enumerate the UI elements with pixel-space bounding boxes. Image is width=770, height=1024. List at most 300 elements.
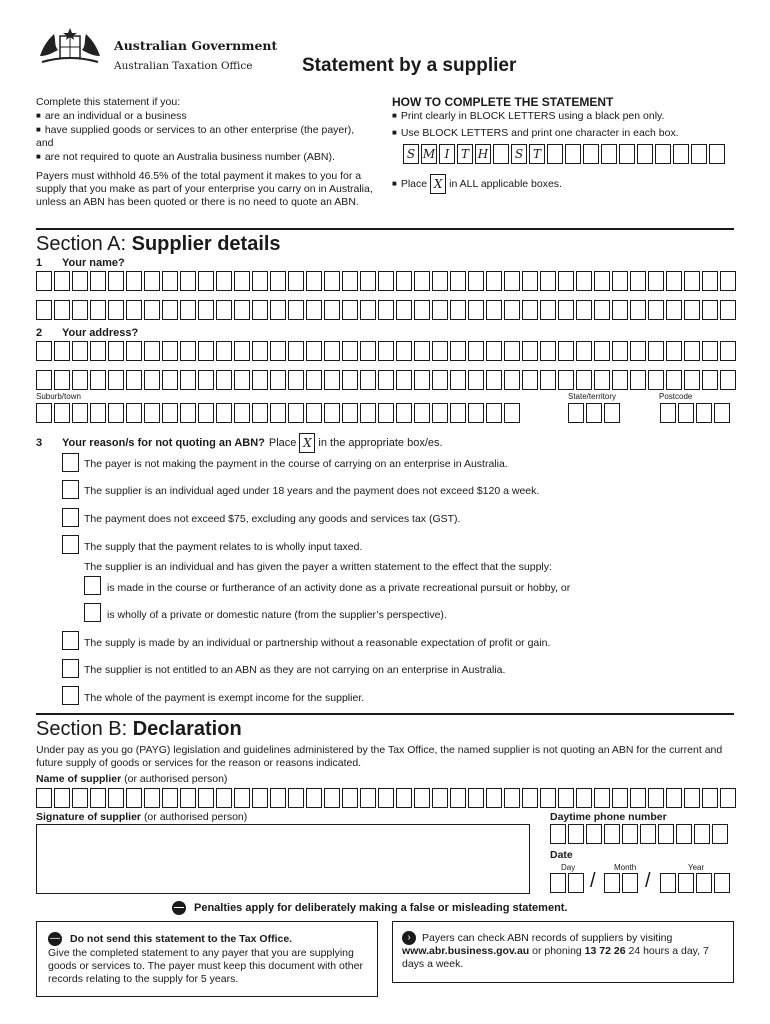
char-box[interactable]	[504, 370, 520, 390]
example-letter-boxes	[403, 144, 725, 164]
char-box[interactable]	[676, 824, 692, 844]
state-boxes[interactable]	[568, 403, 620, 423]
char-box[interactable]	[180, 341, 196, 361]
char-box[interactable]	[72, 271, 88, 291]
q3-text: Your reason/s for not quoting an ABN?	[62, 437, 265, 449]
char-box[interactable]	[360, 403, 376, 423]
government-name: Australian Government	[114, 38, 278, 53]
char-box[interactable]	[360, 271, 376, 291]
char-box[interactable]	[144, 403, 160, 423]
char-box[interactable]	[612, 370, 628, 390]
char-box[interactable]	[568, 873, 584, 893]
declaration-text: Under pay as you go (PAYG) legislation and guidelines administered by the Tax Office, the named supplier is not quoting an ABN for the current and future supply of goods or services for the reason or reasons indicated.	[36, 744, 723, 769]
char-box[interactable]	[504, 403, 520, 423]
char-box[interactable]	[414, 271, 430, 291]
char-box[interactable]	[648, 300, 664, 320]
char-box[interactable]	[702, 300, 718, 320]
char-box[interactable]	[198, 300, 214, 320]
char-box[interactable]	[234, 788, 250, 808]
intro-bullet: ■ are an individual or a business	[36, 110, 376, 123]
char-box[interactable]	[126, 341, 142, 361]
char-box[interactable]	[396, 271, 412, 291]
char-box[interactable]	[604, 824, 620, 844]
sig-hint: (or authorised person)	[143, 811, 248, 823]
section-divider	[36, 713, 734, 715]
char-box[interactable]	[36, 300, 52, 320]
char-box[interactable]	[522, 341, 538, 361]
char-box[interactable]	[36, 788, 52, 808]
char-box[interactable]	[714, 403, 730, 423]
char-box[interactable]	[468, 370, 484, 390]
name-line-2[interactable]	[36, 300, 736, 320]
char-box[interactable]	[432, 341, 448, 361]
state-label: State/territory	[568, 392, 617, 401]
char-box[interactable]	[54, 370, 70, 390]
char-box[interactable]	[568, 824, 584, 844]
char-box[interactable]	[90, 341, 106, 361]
char-box[interactable]	[666, 271, 682, 291]
char-box[interactable]	[324, 271, 340, 291]
char-box[interactable]	[522, 370, 538, 390]
char-box[interactable]	[468, 788, 484, 808]
char-box[interactable]	[90, 271, 106, 291]
char-box[interactable]	[378, 300, 394, 320]
how-to-bullet: ■ Print clearly in BLOCK LETTERS using a black pen only.	[392, 110, 664, 123]
char-box[interactable]	[622, 824, 638, 844]
char-box[interactable]	[586, 824, 602, 844]
char-box[interactable]	[216, 788, 232, 808]
example-letter-box: H	[475, 144, 491, 164]
char-box[interactable]	[72, 300, 88, 320]
char-box[interactable]	[288, 370, 304, 390]
example-letter-box	[655, 144, 671, 164]
example-letter-box: S	[403, 144, 419, 164]
char-box[interactable]	[468, 341, 484, 361]
char-box[interactable]	[144, 341, 160, 361]
char-box[interactable]	[216, 370, 232, 390]
char-box[interactable]	[720, 300, 736, 320]
char-box[interactable]	[666, 300, 682, 320]
char-box[interactable]	[720, 271, 736, 291]
char-box[interactable]	[252, 300, 268, 320]
char-box[interactable]	[198, 403, 214, 423]
char-box[interactable]	[576, 341, 592, 361]
char-box[interactable]	[612, 271, 628, 291]
intro-lead: Complete this statement if you:	[36, 96, 181, 108]
char-box[interactable]	[550, 824, 566, 844]
char-box[interactable]	[288, 788, 304, 808]
char-box[interactable]	[486, 370, 502, 390]
char-box[interactable]	[234, 370, 250, 390]
reason-checkbox[interactable]	[62, 631, 79, 650]
char-box[interactable]	[90, 788, 106, 808]
char-box[interactable]	[252, 341, 268, 361]
char-box[interactable]	[36, 370, 52, 390]
char-box[interactable]	[648, 788, 664, 808]
char-box[interactable]	[504, 788, 520, 808]
char-box[interactable]	[630, 271, 646, 291]
char-box[interactable]	[144, 271, 160, 291]
char-box[interactable]	[648, 341, 664, 361]
char-box[interactable]	[558, 271, 574, 291]
char-box[interactable]	[594, 300, 610, 320]
char-box[interactable]	[660, 873, 676, 893]
char-box[interactable]	[162, 403, 178, 423]
do-not-send-text: Give the completed statement to any payer that you are supplying goods or services to. The payer must keep this document with other records relating to the supply for 5 years.	[48, 947, 363, 985]
char-box[interactable]	[432, 300, 448, 320]
char-box[interactable]	[396, 370, 412, 390]
address-line-1[interactable]	[36, 341, 736, 361]
char-box[interactable]	[72, 403, 88, 423]
reason-checkbox[interactable]	[62, 686, 79, 705]
char-box[interactable]	[126, 271, 142, 291]
char-box[interactable]	[540, 788, 556, 808]
char-box[interactable]	[414, 370, 430, 390]
char-box[interactable]	[396, 788, 412, 808]
char-box[interactable]	[126, 403, 142, 423]
char-box[interactable]	[450, 300, 466, 320]
postcode-boxes[interactable]	[660, 403, 730, 423]
char-box[interactable]	[702, 370, 718, 390]
char-box[interactable]	[162, 788, 178, 808]
char-box[interactable]	[162, 341, 178, 361]
reason-text: The supplier is an individual and has given the payer a written statement to the effect that the supply:	[84, 561, 552, 573]
char-box[interactable]	[360, 341, 376, 361]
char-box[interactable]	[216, 300, 232, 320]
char-box[interactable]	[270, 341, 286, 361]
section-divider	[36, 228, 734, 230]
char-box[interactable]	[216, 271, 232, 291]
char-box[interactable]	[468, 403, 484, 423]
char-box[interactable]	[252, 271, 268, 291]
char-box[interactable]	[540, 271, 556, 291]
char-box[interactable]	[252, 788, 268, 808]
name-line-1[interactable]	[36, 271, 736, 291]
char-box[interactable]	[234, 300, 250, 320]
char-box[interactable]	[432, 788, 448, 808]
char-box[interactable]	[432, 403, 448, 423]
char-box[interactable]	[324, 341, 340, 361]
char-box[interactable]	[342, 403, 358, 423]
char-box[interactable]	[576, 271, 592, 291]
char-box[interactable]	[696, 873, 712, 893]
char-box[interactable]	[558, 300, 574, 320]
char-box[interactable]	[450, 403, 466, 423]
char-box[interactable]	[378, 370, 394, 390]
reason-text: The payer is not making the payment in the course of carrying on an enterprise in Australia.	[84, 458, 508, 470]
char-box[interactable]	[126, 788, 142, 808]
reason-sub-checkbox[interactable]	[84, 576, 101, 595]
char-box[interactable]	[324, 403, 340, 423]
char-box[interactable]	[468, 271, 484, 291]
char-box[interactable]	[198, 341, 214, 361]
char-box[interactable]	[684, 788, 700, 808]
char-box[interactable]	[630, 788, 646, 808]
char-box[interactable]	[576, 300, 592, 320]
char-box[interactable]	[324, 300, 340, 320]
abr-link[interactable]: www.abr.business.gov.au	[402, 945, 530, 957]
signature-box[interactable]	[36, 824, 530, 894]
char-box[interactable]	[306, 403, 322, 423]
char-box[interactable]	[108, 341, 124, 361]
char-box[interactable]	[270, 300, 286, 320]
char-box[interactable]	[144, 370, 160, 390]
char-box[interactable]	[550, 873, 566, 893]
char-box[interactable]	[720, 788, 736, 808]
char-box[interactable]	[108, 300, 124, 320]
char-box[interactable]	[54, 300, 70, 320]
char-box[interactable]	[414, 788, 430, 808]
char-box[interactable]	[450, 788, 466, 808]
reason-sub-checkbox[interactable]	[84, 603, 101, 622]
char-box[interactable]	[360, 300, 376, 320]
phone-boxes[interactable]	[550, 824, 728, 844]
char-box[interactable]	[306, 341, 322, 361]
char-box[interactable]	[198, 370, 214, 390]
reason-text: The supply is made by an individual or partnership without a reasonable expectation of profit or gain.	[84, 637, 551, 649]
reason-checkbox[interactable]	[62, 480, 79, 499]
supplier-name-boxes[interactable]	[36, 788, 736, 808]
char-box[interactable]	[198, 788, 214, 808]
char-box[interactable]	[684, 370, 700, 390]
char-box[interactable]	[198, 271, 214, 291]
char-box[interactable]	[702, 341, 718, 361]
char-box[interactable]	[108, 788, 124, 808]
char-box[interactable]	[432, 370, 448, 390]
char-box[interactable]	[486, 403, 502, 423]
char-box[interactable]	[432, 271, 448, 291]
char-box[interactable]	[108, 370, 124, 390]
char-box[interactable]	[586, 403, 602, 423]
char-box[interactable]	[684, 300, 700, 320]
example-letter-box	[583, 144, 599, 164]
char-box[interactable]	[54, 788, 70, 808]
char-box[interactable]	[450, 370, 466, 390]
char-box[interactable]	[72, 370, 88, 390]
char-box[interactable]	[234, 271, 250, 291]
char-box[interactable]	[522, 300, 538, 320]
char-box[interactable]	[522, 271, 538, 291]
char-box[interactable]	[504, 300, 520, 320]
char-box[interactable]	[54, 271, 70, 291]
char-box[interactable]	[486, 300, 502, 320]
penalty-text: Penalties apply for deliberately making a false or misleading statement.	[194, 902, 568, 914]
char-box[interactable]	[270, 788, 286, 808]
char-box[interactable]	[270, 370, 286, 390]
char-box[interactable]	[414, 341, 430, 361]
char-box[interactable]	[612, 788, 628, 808]
char-box[interactable]	[712, 824, 728, 844]
char-box[interactable]	[144, 300, 160, 320]
char-box[interactable]	[450, 341, 466, 361]
char-box[interactable]	[108, 271, 124, 291]
char-box[interactable]	[180, 403, 196, 423]
char-box[interactable]	[342, 341, 358, 361]
char-box[interactable]	[558, 341, 574, 361]
char-box[interactable]	[306, 788, 322, 808]
char-box[interactable]	[396, 300, 412, 320]
char-box[interactable]	[180, 300, 196, 320]
char-box[interactable]	[306, 271, 322, 291]
char-box[interactable]	[126, 300, 142, 320]
char-box[interactable]	[702, 271, 718, 291]
char-box[interactable]	[720, 341, 736, 361]
char-box[interactable]	[678, 873, 694, 893]
char-box[interactable]	[504, 271, 520, 291]
char-box[interactable]	[630, 370, 646, 390]
char-box[interactable]	[594, 271, 610, 291]
char-box[interactable]	[126, 370, 142, 390]
char-box[interactable]	[576, 370, 592, 390]
q3-number: 3	[36, 437, 43, 449]
char-box[interactable]	[504, 341, 520, 361]
char-box[interactable]	[468, 300, 484, 320]
char-box[interactable]	[342, 300, 358, 320]
char-box[interactable]	[702, 788, 718, 808]
day-label: Day	[561, 863, 576, 872]
char-box[interactable]	[696, 403, 712, 423]
char-box[interactable]	[288, 300, 304, 320]
char-box[interactable]	[612, 341, 628, 361]
char-box[interactable]	[486, 271, 502, 291]
char-box[interactable]	[666, 788, 682, 808]
char-box[interactable]	[594, 370, 610, 390]
char-box[interactable]	[72, 788, 88, 808]
char-box[interactable]	[414, 403, 430, 423]
char-box[interactable]	[684, 271, 700, 291]
char-box[interactable]	[324, 370, 340, 390]
char-box[interactable]	[234, 403, 250, 423]
char-box[interactable]	[666, 341, 682, 361]
char-box[interactable]	[180, 788, 196, 808]
char-box[interactable]	[90, 300, 106, 320]
char-box[interactable]	[252, 403, 268, 423]
char-box[interactable]	[486, 788, 502, 808]
char-box[interactable]	[378, 788, 394, 808]
suburb-boxes[interactable]	[36, 403, 520, 423]
char-box[interactable]	[630, 300, 646, 320]
char-box[interactable]	[658, 824, 674, 844]
char-box[interactable]	[342, 370, 358, 390]
char-box[interactable]	[54, 341, 70, 361]
char-box[interactable]	[622, 873, 638, 893]
reason-checkbox[interactable]	[62, 535, 79, 554]
char-box[interactable]	[216, 341, 232, 361]
char-box[interactable]	[396, 341, 412, 361]
char-box[interactable]	[378, 271, 394, 291]
char-box[interactable]	[72, 341, 88, 361]
char-box[interactable]	[666, 370, 682, 390]
char-box[interactable]	[604, 873, 620, 893]
char-box[interactable]	[144, 788, 160, 808]
char-box[interactable]	[540, 370, 556, 390]
section-b-heading	[36, 717, 242, 741]
char-box[interactable]	[90, 403, 106, 423]
reason-checkbox[interactable]	[62, 508, 79, 527]
char-box[interactable]	[162, 271, 178, 291]
reason-checkbox[interactable]	[62, 453, 79, 472]
char-box[interactable]	[720, 370, 736, 390]
char-box[interactable]	[324, 788, 340, 808]
char-box[interactable]	[414, 300, 430, 320]
char-box[interactable]	[306, 300, 322, 320]
reason-text: The supplier is an individual aged under 18 years and the payment does not exceed $120 a week.	[84, 485, 540, 497]
char-box[interactable]	[612, 300, 628, 320]
char-box[interactable]	[54, 403, 70, 423]
char-box[interactable]	[288, 403, 304, 423]
date-label: Date	[550, 849, 573, 861]
char-box[interactable]	[342, 788, 358, 808]
char-box[interactable]	[648, 271, 664, 291]
char-box[interactable]	[660, 403, 676, 423]
char-box[interactable]	[486, 341, 502, 361]
reason-checkbox[interactable]	[62, 659, 79, 678]
char-box[interactable]	[558, 370, 574, 390]
char-box[interactable]	[694, 824, 710, 844]
char-box[interactable]	[360, 370, 376, 390]
char-box[interactable]	[678, 403, 694, 423]
char-box[interactable]	[108, 403, 124, 423]
char-box[interactable]	[252, 370, 268, 390]
section-a-title: Supplier details	[131, 233, 281, 255]
char-box[interactable]	[594, 341, 610, 361]
char-box[interactable]	[36, 271, 52, 291]
char-box[interactable]	[270, 271, 286, 291]
char-box[interactable]	[396, 403, 412, 423]
char-box[interactable]	[378, 341, 394, 361]
char-box[interactable]	[594, 788, 610, 808]
char-box[interactable]	[288, 271, 304, 291]
section-b-title: Declaration	[132, 718, 242, 740]
char-box[interactable]	[450, 271, 466, 291]
char-box[interactable]	[306, 370, 322, 390]
char-box[interactable]	[630, 341, 646, 361]
date-day-boxes[interactable]	[550, 873, 584, 893]
char-box[interactable]	[522, 788, 538, 808]
char-box[interactable]	[342, 271, 358, 291]
char-box[interactable]	[36, 341, 52, 361]
char-box[interactable]	[648, 370, 664, 390]
char-box[interactable]	[162, 370, 178, 390]
char-box[interactable]	[180, 271, 196, 291]
char-box[interactable]	[360, 788, 376, 808]
char-box[interactable]	[378, 403, 394, 423]
date-month-boxes[interactable]	[604, 873, 638, 893]
address-line-2[interactable]	[36, 370, 736, 390]
char-box[interactable]	[90, 370, 106, 390]
char-box[interactable]	[640, 824, 656, 844]
date-year-boxes[interactable]	[660, 873, 730, 893]
char-box[interactable]	[558, 788, 574, 808]
char-box[interactable]	[270, 403, 286, 423]
char-box[interactable]	[568, 403, 584, 423]
char-box[interactable]	[234, 341, 250, 361]
char-box[interactable]	[576, 788, 592, 808]
char-box[interactable]	[288, 341, 304, 361]
char-box[interactable]	[540, 300, 556, 320]
reason-text: The whole of the payment is exempt income for the supplier.	[84, 692, 365, 704]
char-box[interactable]	[216, 403, 232, 423]
char-box[interactable]	[36, 403, 52, 423]
char-box[interactable]	[180, 370, 196, 390]
char-box[interactable]	[540, 341, 556, 361]
section-b-prefix: Section B:	[36, 718, 128, 740]
payers-note: Payers must withhold 46.5% of the total payment it makes to you for a supply that you make as part of your enterprise you carry on in Australia, unless an ABN has been quoted or there is no need to quote an ABN.	[36, 170, 373, 208]
char-box[interactable]	[162, 300, 178, 320]
char-box[interactable]	[604, 403, 620, 423]
char-box[interactable]	[714, 873, 730, 893]
char-box[interactable]	[684, 341, 700, 361]
